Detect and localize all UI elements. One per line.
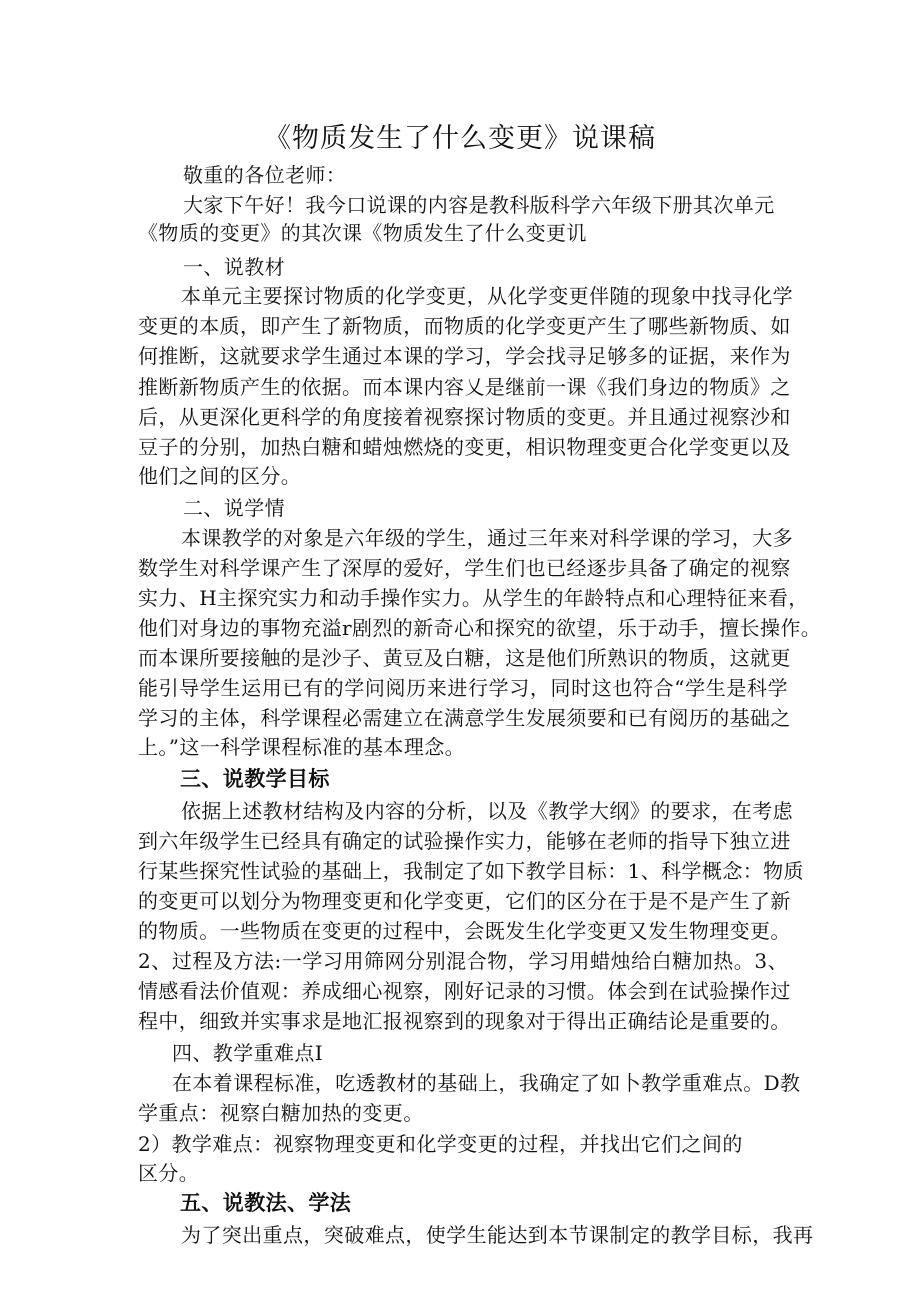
paragraph-line: 实力、H主探究实力和动手操作实力。从学生的年龄特点和心理特征来看， <box>138 586 809 610</box>
paragraph-line: 程中，细致并实事求是地汇报视察到的现象对于得出正确结论是重要的。 <box>138 1009 791 1033</box>
paragraph-line: 2、过程及方法:一学习用筛网分别混合物，学习用蜡烛给白糖加热。3、 <box>138 949 788 973</box>
paragraph-line: 学重点：视察白糖加热的变更。 <box>138 1101 424 1125</box>
document-title: 《物质发生了什么变更》说课稿 <box>264 123 656 154</box>
paragraph-line: 情感看法价值观：养成细心视察，刚好记录的习惯。体会到在试验操作过 <box>138 979 791 1003</box>
paragraph-line: 大家下午好！我今口说课的内容是教科版科学六年级下册其次单元 <box>183 193 775 217</box>
paragraph-line: 行某些探究性试验的基础上，我制定了如下教学目标：1、科学概念：物质 <box>138 859 804 883</box>
paragraph-line: 他们之间的区分。 <box>138 464 302 488</box>
paragraph-line: 到六年级学生已经具有确定的试验操作实力，能够在老师的指导下独立进 <box>138 829 791 853</box>
paragraph-line: 数学生对科学课产生了深厚的爱好，学生们也已经逐步具备了确定的视察 <box>138 556 791 580</box>
paragraph-line: 区分。 <box>138 1161 200 1185</box>
paragraph-line: 本单元主要探讨物质的化学变更，从化学变更伴随的现象中找寻化学 <box>181 284 793 308</box>
paragraph-line: 而本课所要接触的是沙子、黄豆及白糖，这是他们所熟识的物质，这就更 <box>138 646 791 670</box>
paragraph-line: 变更的本质，即产生了新物质，而物质的化学变更产生了哪些新物质、如 <box>138 314 791 338</box>
salutation: 敬重的各位老师： <box>183 163 347 187</box>
section-heading-objectives: 三、说教学目标 <box>180 767 330 791</box>
paragraph-line: 豆子的分别，加热白糖和蜡烛燃烧的变更，相识物理变更合化学变更以及 <box>138 435 791 459</box>
paragraph-line: 本课教学的对象是六年级的学生，通过三年来对科学课的学习，大多 <box>181 526 793 550</box>
paragraph-line: 上。”这一科学课程标准的基本理念。 <box>138 735 466 759</box>
paragraph-line: 推断新物质产生的依据。而本课内容乂是继前一课《我们身边的物质》之 <box>138 375 791 399</box>
paragraph-line: 后，从更深化更科学的角度接着视察探讨物质的变更。并且通过视察沙和 <box>138 405 791 429</box>
paragraph-line: 2）教学难点：视察物理变更和化学变更的过程，并找出它们之间的 <box>138 1132 743 1156</box>
paragraph-line: 他们对身边的事物充溢r剧烈的新奇心和探究的欲望，乐于动手，擅长操作。 <box>138 616 822 640</box>
paragraph-line: 何推断，这就要求学生通过本课的学习，学会找寻足够多的证据，来作为 <box>138 344 791 368</box>
paragraph-line: 依据上述教材结构及内容的分析，以及《教学大纲》的要求，在考虑 <box>181 799 793 823</box>
paragraph-line: 的物质。一些物质在变更的过程中，会既发生化学变更又发生物理变更。 <box>138 919 791 943</box>
section-heading-key-points: 四、教学重难点I <box>172 1041 324 1065</box>
paragraph-line: 能引导学生运用已有的学问阅历来进行学习，同时这也符合“学生是科学 <box>138 676 788 700</box>
section-heading-methods: 五、说教法、学法 <box>180 1191 352 1215</box>
section-heading-students: 二、说学情 <box>183 496 285 520</box>
paragraph-line: 为了突出重点，突破难点，使学生能达到本节课制定的教学目标，我再 <box>181 1223 814 1247</box>
section-heading-textbook: 一、说教材 <box>183 255 285 279</box>
paragraph-line: 《物质的变更》的其次课《物质发生了什么变更讥 <box>138 221 587 245</box>
paragraph-line: 的变更可以划分为物理变更和化学变更，它们的区分在于是不是产生了新 <box>138 889 791 913</box>
paragraph-line: 在本着课程标准，吃透教材的基础上，我确定了如卜教学重难点。D教 <box>172 1071 801 1095</box>
paragraph-line: 学习的主体，科学课程必需建立在满意学生发展须要和已有阅历的基础之 <box>138 706 791 730</box>
